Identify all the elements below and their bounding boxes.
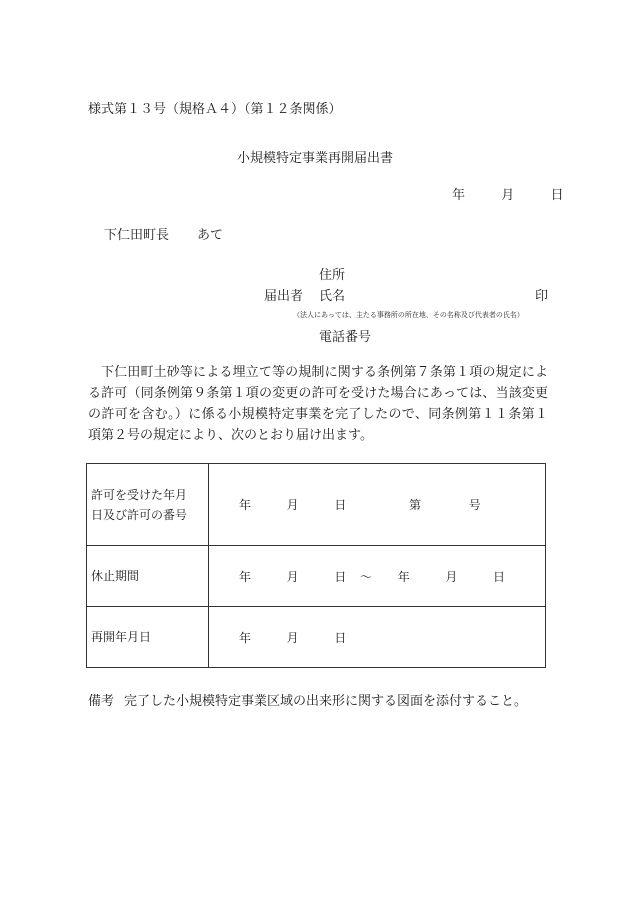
table-row: [87, 607, 546, 668]
permit-day: 日: [334, 498, 347, 512]
suspension-start-day: 日: [334, 569, 347, 584]
suspension-value: [209, 546, 546, 607]
resume-month: 月: [286, 630, 299, 645]
suspension-end-month: 月: [445, 569, 458, 584]
date-day: 日: [550, 188, 564, 203]
table-row: [87, 546, 546, 607]
addressee-suffix: あて: [197, 228, 224, 243]
permit-label-line2: 日及び許可の番号: [91, 507, 188, 522]
addressee: [104, 224, 223, 243]
address-label: 住所: [319, 268, 346, 283]
body-text: 下仁田町土砂等による埋立て等の規制に関する条例第７条第１項の規定による許可（同条例第９条第１項の変更の許可を受けた場合にあっては、当該変更の許可を含む。）に係る小規模特定事業を完了したので、同条例第１１条第１項第２号の規定により、次のとおり届け出ます。: [88, 365, 548, 443]
date-month: 月: [501, 188, 515, 203]
permit-year: 年: [239, 498, 252, 512]
form-number: 様式第１３号（規格Ａ４）（第１２条関係）: [88, 102, 342, 117]
phone-label: 電話番号: [319, 330, 372, 345]
date-year: 年: [452, 188, 466, 203]
resume-value: [209, 607, 546, 668]
suspension-start-month: 月: [286, 569, 299, 584]
permit-no-suffix: 号: [468, 498, 481, 512]
name-label: 氏名: [319, 289, 346, 304]
permit-label-line1: 許可を受けた年月: [91, 487, 188, 502]
remarks-text: 完了した小規模特定事業区域の出来形に関する図面を添付すること。: [124, 694, 528, 709]
submitter-label: 届出者: [264, 289, 304, 304]
addressee-name: 下仁田町長: [104, 228, 170, 243]
permit-value: [209, 464, 546, 546]
table-row: [87, 464, 546, 546]
info-table: [86, 463, 546, 668]
corporate-note: （法人にあっては、主たる事務所の所在地、その名称及び代表者の氏名）: [293, 311, 524, 319]
suspension-tilde: ～: [360, 569, 373, 584]
resume-label: 再開年月日: [87, 607, 209, 668]
document-title: 小規模特定事業再開届出書: [237, 151, 394, 166]
suspension-end-day: 日: [493, 569, 506, 584]
seal-mark: 印: [535, 289, 549, 304]
resume-day: 日: [334, 630, 347, 645]
permit-no-prefix: 第: [409, 498, 422, 512]
remarks-label: 備考: [88, 694, 115, 709]
remarks: [88, 690, 527, 709]
permit-label: [87, 464, 209, 546]
resume-year: 年: [239, 630, 252, 645]
suspension-label: 休止期間: [87, 546, 209, 607]
permit-month: 月: [286, 498, 299, 512]
suspension-end-year: 年: [397, 569, 410, 584]
suspension-start-year: 年: [239, 569, 252, 584]
date-line: [452, 184, 564, 203]
